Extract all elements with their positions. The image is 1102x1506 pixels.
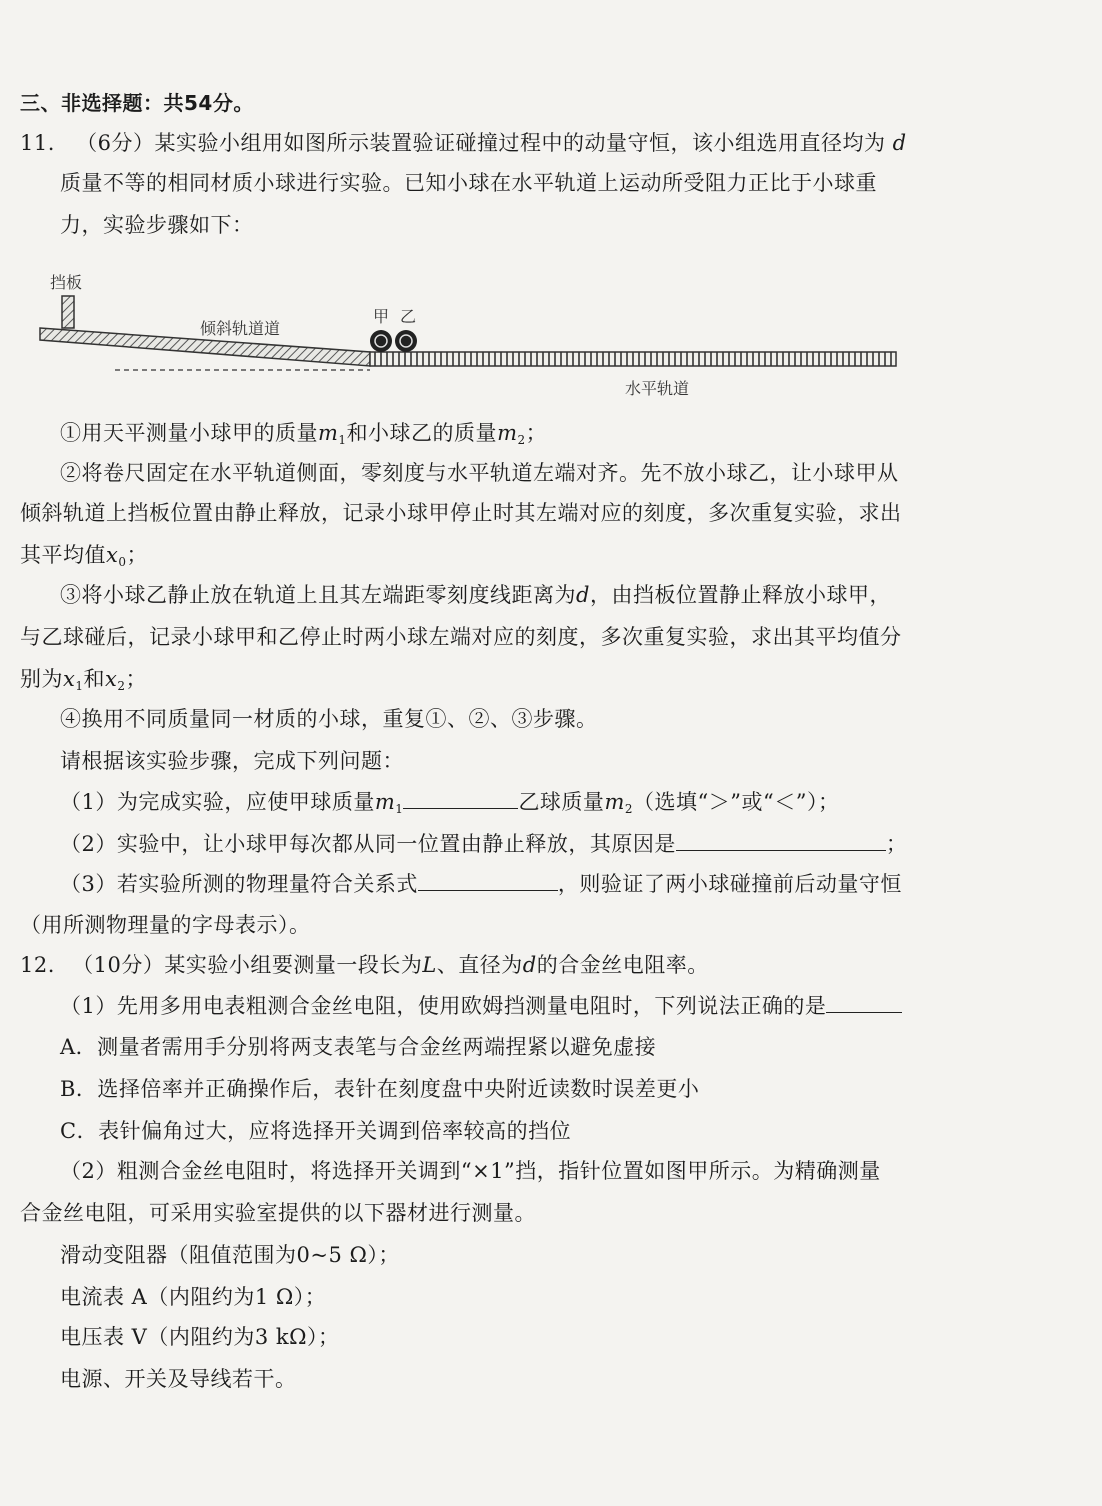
horizontal-track xyxy=(370,352,896,366)
p2-answer-blank[interactable] xyxy=(676,828,886,851)
p3-text-b: ，则验证了两小球碰撞前后动量守恒 xyxy=(557,872,902,896)
step1-text-c: ； xyxy=(525,421,548,445)
label-jia: 甲 xyxy=(373,307,390,326)
p2-text-end: ； xyxy=(885,832,908,856)
q12-part-2-line-1: （2）粗测合金丝电阻时，将选择开关调到“×1”挡，指针位置如图甲所示。为精确测量 xyxy=(60,1159,881,1183)
q11-stem-line-3: 力，实验步骤如下： xyxy=(60,213,254,237)
q12-stem-c: 的合金丝电阻率。 xyxy=(536,953,709,977)
step2-sub: 0 xyxy=(118,555,127,569)
q12-var-d: d xyxy=(522,953,537,977)
p2-text: （2）实验中，让小球甲每次都从同一位置由静止释放，其原因是 xyxy=(60,832,676,856)
q11-step-1 xyxy=(60,418,547,455)
q11-step-2-line-3 xyxy=(20,540,148,577)
p1-text-c: （选填“＞”或“＜”）； xyxy=(633,790,840,814)
q12-equipment-2: 电流表 A（内阻约为1 Ω）； xyxy=(60,1285,327,1309)
q12-option-b: B．选择倍率并正确操作后，表针在刻度盘中央附近读数时误差更小 xyxy=(60,1077,700,1101)
step2-text-b: ； xyxy=(126,543,148,567)
p1-sub: 1 xyxy=(395,802,404,816)
p1-text-b: 乙球质量 xyxy=(518,790,605,814)
step1-var-m: m xyxy=(318,421,339,445)
q12-p1-answer-blank[interactable] xyxy=(826,990,902,1013)
q11-step-4: ④换用不同质量同一材质的小球，重复①、②、③步骤。 xyxy=(60,707,598,731)
p3-answer-blank[interactable] xyxy=(418,868,558,891)
label-baffle: 挡板 xyxy=(50,273,83,292)
q11-number: 11. xyxy=(20,131,55,155)
q12-p1-text: （1）先用多用电表粗测合金丝电阻，使用欧姆挡测量电阻时，下列说法正确的是 xyxy=(60,994,827,1018)
q12-equipment-4: 电源、开关及导线若干。 xyxy=(60,1367,297,1391)
step1-text-a: ①用天平测量小球甲的质量 xyxy=(60,421,318,445)
q12-part-2-line-2: 合金丝电阻，可采用实验室提供的以下器材进行测量。 xyxy=(20,1201,536,1225)
q11-step-3-line-2: 与乙球碰后，记录小球甲和乙停止时两小球左端对应的刻度，多次重复实验，求出其平均值分 xyxy=(20,625,902,649)
q11-stem-text-1: （6分）某实验小组用如图所示装置验证碰撞过程中的动量守恒，该小组选用直径均为 xyxy=(76,131,886,155)
step1-text-b: 和小球乙的质量 xyxy=(346,421,498,445)
p3-text-a: （3）若实验所测的物理量符合关系式 xyxy=(60,872,418,896)
q12-option-a: A．测量者需用手分别将两支表笔与合金丝两端捏紧以避免虚接 xyxy=(60,1035,657,1059)
step3-var-x1: x xyxy=(63,667,76,691)
step3-text-a: ③将小球乙静止放在轨道上且其左端距零刻度线距离为 xyxy=(60,583,576,607)
q12-stem-a: （10分）某实验小组要测量一段长为 xyxy=(72,953,423,977)
section-title: 三、非选择题：共54分。 xyxy=(20,91,254,115)
p1-var-m2: m xyxy=(604,790,625,814)
q11-stem-var-d: d xyxy=(892,131,907,155)
q11-part-3-line-2: （用所测物理量的字母表示）。 xyxy=(20,913,311,937)
step1-var-m2: m xyxy=(497,421,518,445)
q11-part-3 xyxy=(60,868,902,899)
ball-yi xyxy=(395,330,417,352)
label-incline: 倾斜轨道道 xyxy=(200,319,281,338)
p1-var-m: m xyxy=(374,790,396,814)
q12-stem xyxy=(20,950,709,980)
step3-sub-2: 2 xyxy=(117,679,126,693)
q12-stem-b: 、直径为 xyxy=(436,953,523,977)
step3-text-c: 别为 xyxy=(20,667,63,691)
step3-text-b: ，由挡板位置静止释放小球甲， xyxy=(589,583,891,607)
q11-step-2-line-1: ②将卷尺固定在水平轨道侧面，零刻度与水平轨道左端对齐。先不放小球乙，让小球甲从 xyxy=(60,461,899,485)
q11-step-3-line-3 xyxy=(20,664,147,701)
step1-sub-2: 2 xyxy=(517,433,526,447)
p1-sub-2: 2 xyxy=(624,802,633,816)
q12-option-c: C．表针偏角过大，应将选择开关调到倍率较高的挡位 xyxy=(60,1119,572,1143)
track-diagram xyxy=(30,268,910,408)
step1-sub-1: 1 xyxy=(338,433,347,447)
q11-part-1 xyxy=(60,786,839,824)
q12-equipment-3: 电压表 V（内阻约为3 kΩ）； xyxy=(60,1325,340,1349)
q12-part-1 xyxy=(60,990,902,1021)
step3-sub-1: 1 xyxy=(75,679,84,693)
baffle-shape xyxy=(62,296,74,328)
q11-stem-line-1 xyxy=(20,128,907,158)
q11-step-2-line-2: 倾斜轨道上挡板位置由静止释放，记录小球甲停止时其左端对应的刻度，多次重复实验，求出 xyxy=(20,501,902,525)
step3-var-x2: x xyxy=(104,667,118,691)
ball-jia xyxy=(370,330,392,352)
q11-prompt: 请根据该实验步骤，完成下列问题： xyxy=(60,749,404,773)
p1-answer-blank[interactable] xyxy=(403,786,518,809)
q11-part-2 xyxy=(60,828,907,859)
label-yi: 乙 xyxy=(400,307,417,326)
step3-var-d: d xyxy=(576,583,590,607)
label-horizontal: 水平轨道 xyxy=(625,379,690,398)
step2-text-a: 其平均值 xyxy=(20,543,106,567)
q12-number: 12. xyxy=(20,953,55,977)
step3-text-e: ； xyxy=(125,667,147,691)
step3-text-d: 和 xyxy=(83,667,105,691)
q12-var-L: L xyxy=(422,953,437,977)
step2-var-x: x xyxy=(106,543,119,567)
q12-equipment-1: 滑动变阻器（阻值范围为0~5 Ω）； xyxy=(60,1243,400,1267)
q11-step-3-line-1 xyxy=(60,580,891,610)
p1-text-a: （1）为完成实验，应使甲球质量 xyxy=(60,790,375,814)
q11-stem-line-2: 质量不等的相同材质小球进行实验。已知小球在水平轨道上运动所受阻力正比于小球重 xyxy=(60,171,877,195)
